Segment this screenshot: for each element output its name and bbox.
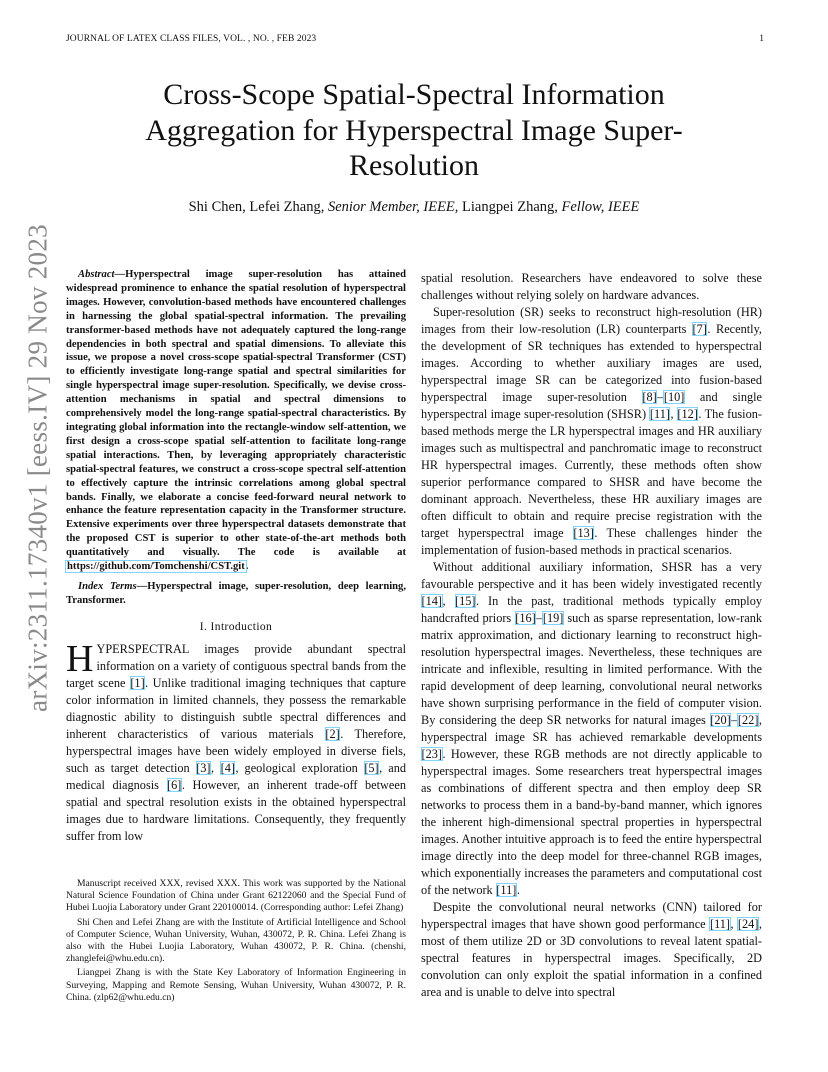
text-run: YPERSPECTRAL images provide abundant spectral information on a variety of contiguous spectral bands from the target scene xyxy=(66,641,406,690)
citation-link[interactable]: [13] xyxy=(573,526,594,540)
citation-link[interactable]: [12] xyxy=(677,407,698,421)
text-run: such as sparse representation, low-rank matrix approximation, and dictionary learning to reconstruct high-resolution hyperspectral images. Nevertheless, these techniques are intricate and inflexible, resulting in limited performance. With the rapid development of deep learning, convolutional neural networks have shown surprising performance in the field of computer vision. By considering the deep SR networks for natural images xyxy=(421,611,762,727)
text-run: . xyxy=(516,883,520,897)
text-run: , most of them utilize 2D or 3D convolutions to reveal latent spatial-spectral features in hyperspectral images. Specifically, 2D convolution can only exploit the spatial information in a confined area and is unable to delve into spectral xyxy=(421,917,762,999)
abstract-text: —Hyperspectral image super-resolution has attained widespread prominence to enhance the spatial resolution of hyperspectral images. However, convolution-based methods have encountered challenges in harnessing the global spatial-spectral information. The prevailing transformer-based methods have not adequately captured the long-range dependencies in both spectral and spatial dimensions. To alleviate this issue, we propose a novel cross-scope spatial-spectral Transformer (CST) to efficiently investigate long-range spatial and spectral similarities for single hyperspectral image super-resolution. Specifically, we devise cross-attention mechanisms in spatial and spectral dimensions to comprehensively model the long-range spatial-spectral characteristics. By integrating global information into the rectangle-window self-attention, we first design a cross-scope spatial self-attention to facilitate long-range spatial interactions. Then, by leveraging appropriately characteristic spatial-spectral features, we construct a cross-scope spectral self-attention to effectively capture the intrinsic correlations among global spectral bands. Finally, we elaborate a concise feed-forward neural network to enhance the feature representation capacity in the Transformer structure. Extensive experiments over three hyperspectral datasets demonstrate that the proposed CST is superior to other state-of-the-art methods both quantitatively and visually. The code is available at xyxy=(66,269,406,559)
citation-link[interactable]: [8] xyxy=(642,390,657,404)
author-names-2: , Liangpei Zhang, xyxy=(454,199,562,215)
footnotes xyxy=(66,878,406,1006)
text-run: Super-resolution (SR) seeks to reconstruct high-resolution (HR) images from their low-resolution (LR) counterparts xyxy=(421,305,762,336)
citation-link[interactable]: [11] xyxy=(649,407,670,421)
code-link[interactable]: https://github.com/Tomchenshi/CST.git xyxy=(67,561,245,573)
section-heading-introduction: I. Introduction xyxy=(199,620,273,633)
author-line xyxy=(100,199,728,216)
text-run: . However, an inherent trade-off between spatial and spectral resolution exists in the obtained hyperspectral images due to hardware limitations. Consequently, they frequently suffer from low xyxy=(66,777,407,843)
right-column xyxy=(421,270,762,1001)
author-role-1: Senior Member, IEEE xyxy=(327,199,455,215)
citation-link[interactable]: [7] xyxy=(692,322,707,336)
text-run: , and medical diagnosis xyxy=(66,760,406,792)
citation-link[interactable]: [16] xyxy=(515,611,536,625)
index-terms-label: Index Terms xyxy=(78,580,137,592)
text-run: – xyxy=(536,611,543,625)
page-number: 1 xyxy=(759,34,764,44)
footnote-affiliation-2: Liangpei Zhang is with the State Key Laboratory of Information Engineering in Surveying, Mapping and Remote Sensing, Wuhan University, Wuhan 430072, P. R. China. (zlp62@whu.edu.cn) xyxy=(66,967,406,1003)
text-run: , xyxy=(730,917,738,931)
text-run: , hyperspectral image SR has achieved remarkable developments xyxy=(421,713,762,744)
intro-paragraph-3 xyxy=(421,559,762,899)
text-run: – xyxy=(731,713,738,727)
citation-link[interactable]: [11] xyxy=(496,883,517,897)
author-role-2: Fellow, IEEE xyxy=(561,199,640,215)
text-run: – xyxy=(657,390,664,404)
citation-link[interactable]: [24] xyxy=(737,917,759,931)
text-run: , geological exploration xyxy=(235,760,364,775)
text-run: Despite the convolutional neural networks (CNN) tailored for hyperspectral images that have shown good performance xyxy=(421,900,762,931)
paper-title: Cross-Scope Spatial-Spectral Information Aggregation for Hyperspectral Image Super-Resolution xyxy=(145,78,683,183)
citation-link[interactable]: [14] xyxy=(421,594,442,608)
drop-cap: H xyxy=(66,637,94,680)
arxiv-stamp xyxy=(18,224,58,712)
text-run: and single hyperspectral image super-resolution (SHSR) xyxy=(421,390,763,421)
intro-paragraph-1 xyxy=(66,637,407,845)
intro-paragraph-continued: spatial resolution. Researchers have endeavored to solve these challenges without relying solely on hardware advances. xyxy=(421,271,762,302)
text-run: . However, these RGB methods are not directly applicable to hyperspectral images. Some researchers treat hyperspectral images as combinations of different spectra and then employ deep SR networks to process them in a band-by-band manner, which ignores the inherent high-dimensional spectral properties in hyperspectral images. Another intuitive approach is to feed the entire hyperspectral image directly into the deep model for three-channel RGB images, which exponentially increases the parameters and computational cost of the network xyxy=(421,747,762,897)
citation-link[interactable]: [23] xyxy=(421,747,442,761)
citation-link[interactable]: [3] xyxy=(196,760,211,775)
text-run: . Therefore, hyperspectral images have been widely employed in diverse fiels, such as target detection xyxy=(66,726,406,775)
text-run: , xyxy=(211,760,221,775)
citation-link[interactable]: [4] xyxy=(220,760,235,775)
citation-link[interactable]: [1] xyxy=(130,675,145,690)
author-names-1: Shi Chen, Lefei Zhang, xyxy=(188,199,328,215)
index-terms xyxy=(66,580,406,608)
citation-link[interactable]: [5] xyxy=(364,760,379,775)
citation-link[interactable]: [15] xyxy=(455,594,476,608)
left-column xyxy=(66,268,406,845)
abstract-label: Abstract xyxy=(78,269,115,280)
arxiv-stamp-text: arXiv:2311.17340v1 [eess.IV] 29 Nov 2023 xyxy=(22,224,53,712)
citation-link[interactable]: [2] xyxy=(325,726,340,741)
citation-link[interactable]: [10] xyxy=(663,390,685,404)
text-run: . In the past, traditional methods typically employ handcrafted priors xyxy=(421,594,762,625)
intro-paragraph-2 xyxy=(421,304,762,559)
citation-link[interactable]: [20] xyxy=(710,713,731,727)
text-run: . The fusion-based methods merge the LR hyperspectral images and HR auxiliary images such as multispectral and panchromatic image to reconstruct HR hyperspectral images. Currently, these methods often show superior performance compared to SHSR and have become the dominant approach. Nevertheless, these HR auxiliary images are often difficult to obtain and require precise registration with the target hyperspectral image xyxy=(421,407,762,540)
text-run: . These challenges hinder the implementation of fusion-based methods in practical scenarios. xyxy=(421,526,763,557)
text-run: . Unlike traditional imaging techniques that capture color information in limited channels, they possess the remarkable diagnostic ability to distinguish subtle spectral differences and inherent characteristics of various materials xyxy=(66,675,406,741)
running-head: JOURNAL OF LATEX CLASS FILES, VOL. , NO. , FEB 2023 xyxy=(66,34,317,44)
footnote-affiliation-1: Shi Chen and Lefei Zhang are with the Institute of Artificial Intelligence and School of Computer Science, Wuhan University, Wuhan, 430072, P. R. China. Lefei Zhang is also with the Hubei Luojia Laboratory, Wuhan 430072, P. R. China. (chenshi, zhanglefei@whu.edu.cn). xyxy=(66,916,406,965)
footnote-manuscript: Manuscript received XXX, revised XXX. This work was supported by the National Natural Science Foundation of China under Grant 62122060 and the Special Fund of Hubei Luojia Laboratory under Grant 220100014. (Corresponding author: Lefei Zhang) xyxy=(66,878,406,914)
abstract-end: . xyxy=(245,561,249,573)
text-run: , xyxy=(442,594,455,608)
text-run: , xyxy=(670,407,677,421)
text-run: . Recently, the development of SR techniques has extended to hyperspectral images. According to whether auxiliary images are used, hyperspectral image SR can be categorized into fusion-based hyperspectral image super-resolution xyxy=(421,322,762,404)
citation-link[interactable]: [22] xyxy=(737,713,759,727)
text-run: Without additional auxiliary information, SHSR has a very favourable perspective and it has been widely investigated recently xyxy=(421,560,762,591)
citation-link[interactable]: [11] xyxy=(709,917,730,931)
abstract xyxy=(66,268,406,574)
index-terms-text: —Hyperspectral image, super-resolution, deep learning, Transformer. xyxy=(66,580,406,606)
intro-paragraph-4 xyxy=(421,899,762,1001)
citation-link[interactable]: [6] xyxy=(167,777,182,792)
citation-link[interactable]: [19] xyxy=(542,611,564,625)
